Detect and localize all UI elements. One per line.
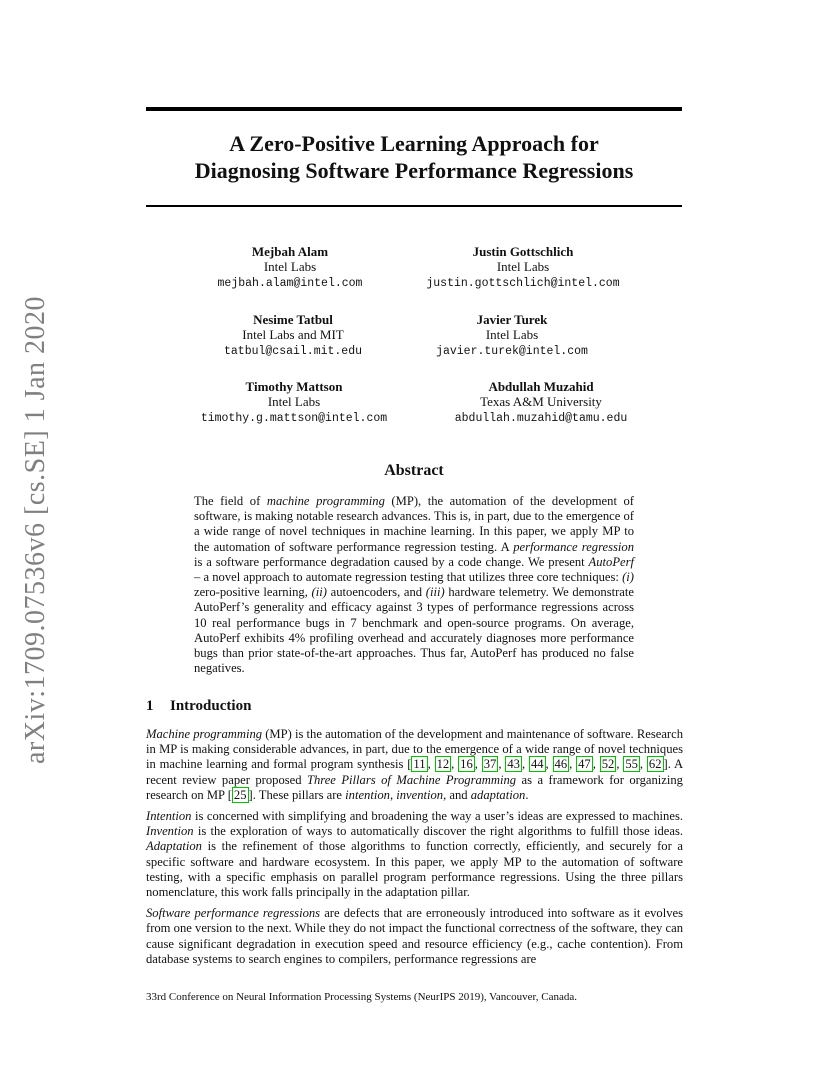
author-name: Abdullah Muzahid xyxy=(488,379,594,394)
author-email: justin.gottschlich@intel.com xyxy=(426,277,620,290)
author-email: abdullah.muzahid@tamu.edu xyxy=(454,412,628,425)
author-block xyxy=(393,244,653,291)
paragraph: Machine programming (MP) is the automation of the development and maintenance of software. Research in MP is making considerable advances, in part, due to the emergence of a wide range of novel techniques in machine learning and formal program synthesis [ 11 , 12 , 16 , 37 , 43 , 44 , 46 , 47 , 52 , 55 , 62 ]. A recent review paper proposed Three Pillars of Machine Programming as a framework for organizing research on MP [ 25 ]. These pillars are intention, invention, and adaptation. xyxy=(146,727,684,802)
author-block xyxy=(164,379,424,426)
citation-link[interactable]: 62 xyxy=(648,757,662,772)
paragraph: Software performance regressions are defects that are erroneously introduced into software as it evolves from one version to the next. While they do not impact the functional correctness of the software, they can cause significant degradation in execution speed and resource efficiency (e.g., cache contention). From database systems to search engines to compilers, performance regressions are xyxy=(146,906,683,966)
citation-link[interactable]: 37 xyxy=(483,757,497,772)
author-affiliation: Intel Labs and MIT xyxy=(242,327,344,342)
author-affiliation: Texas A&M University xyxy=(480,394,602,409)
author-name: Timothy Mattson xyxy=(245,379,343,394)
arxiv-stamp-text: arXiv:1709.07536v6 [cs.SE] 1 Jan 2020 xyxy=(20,295,52,765)
paragraph: Intention is concerned with simplifying and broadening the way a user’s ideas are expressed to machines. Invention is the exploration of ways to automatically discover the right algorithms to fulfill those ideas. Adaptation is the refinement of those algorithms to function correctly, efficiently, and securely for a specific software and hardware ecosystem. In this paper, we apply MP to the automation of software testing, with a specific emphasis on parallel program performance regressions. Using the three pillars nomenclature, this work falls principally in the adaptation pillar. xyxy=(146,809,683,900)
title-rule-bottom xyxy=(146,205,682,207)
author-name: Nesime Tatbul xyxy=(253,312,333,327)
abstract-heading: Abstract xyxy=(384,462,444,479)
paper-title xyxy=(146,130,682,184)
author-email: timothy.g.mattson@intel.com xyxy=(200,412,388,425)
section-number: 1 xyxy=(146,698,154,714)
citation-link[interactable]: 16 xyxy=(460,757,473,772)
arxiv-stamp xyxy=(16,295,56,765)
citation-link[interactable]: 55 xyxy=(625,757,638,772)
section-title: Introduction xyxy=(170,698,252,714)
introduction-body xyxy=(146,727,683,973)
citation-link[interactable]: 46 xyxy=(554,757,568,772)
citation-link[interactable]: 44 xyxy=(530,757,544,772)
section-heading xyxy=(146,698,251,715)
title-rule-top xyxy=(146,107,682,111)
author-block xyxy=(382,312,642,359)
author-affiliation: Intel Labs xyxy=(485,327,539,342)
citation-link[interactable]: 47 xyxy=(578,757,591,772)
citation-link[interactable]: 25 xyxy=(233,787,247,802)
author-name: Javier Turek xyxy=(476,312,548,327)
author-email: javier.turek@intel.com xyxy=(436,345,588,358)
author-affiliation: Intel Labs xyxy=(267,394,321,409)
author-email: mejbah.alam@intel.com xyxy=(217,277,363,290)
author-name: Justin Gottschlich xyxy=(472,244,574,259)
author-email: tatbul@csail.mit.edu xyxy=(223,345,363,358)
author-block xyxy=(160,244,420,291)
citation-link[interactable]: 43 xyxy=(507,757,520,772)
paper-title-line-2: Diagnosing Software Performance Regressions xyxy=(194,158,634,183)
abstract-text: The field of machine programming (MP), the automation of the development of software, is making notable research advances. This is, in part, due to the emergence of a wide range of novel techniques in machine learning. In this paper, we apply MP to the automation of software performance regression testing. A performance regression is a software performance degradation caused by a code change. We present AutoPerf – a novel approach to automate regression testing that utilizes three core techniques: (i) zero-positive learning, (ii) autoencoders, and (iii) hardware telemetry. We demonstrate AutoPerf’s generality and efficacy against 3 types of performance regressions across 10 real performance bugs in 7 benchmark and open-source programs. On average, AutoPerf exhibits 4% profiling overhead and accurately diagnoses more performance bugs than prior state-of-the-art approaches. Thus far, AutoPerf has produced no false negatives. xyxy=(194,494,634,676)
paper-title-line-1: A Zero-Positive Learning Approach for xyxy=(229,131,599,156)
author-affiliation: Intel Labs xyxy=(496,259,550,274)
author-name: Mejbah Alam xyxy=(251,244,329,259)
citation-link[interactable]: 52 xyxy=(601,757,615,772)
author-block xyxy=(411,379,671,426)
conference-footnote: 33rd Conference on Neural Information Processing Systems (NeurIPS 2019), Vancouver, Canada. xyxy=(146,991,578,1003)
citation-link[interactable]: 11 xyxy=(413,757,426,772)
citation-link[interactable]: 12 xyxy=(436,757,450,772)
author-affiliation: Intel Labs xyxy=(263,259,317,274)
